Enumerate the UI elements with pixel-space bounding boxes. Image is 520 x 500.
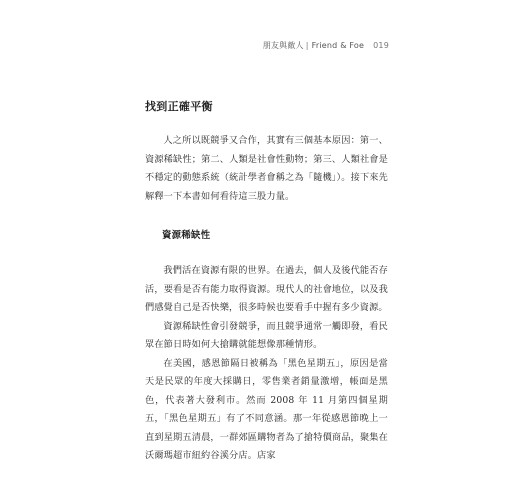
body-paragraph-2: 資源稀缺性會引發競爭，而且競爭通常一觸即發，看民眾在節日時如何大搶購就能想像那種情形。 [145,320,388,350]
section-title: 找到正確平衡 [145,100,213,113]
body-paragraph-3: 在美國，感恩節隔日被稱為「黑色星期五」，原因是當天是民眾的年度大採購日，零售業者銷量激增，帳面是黑色，代表著大發利市。然而 2008 年 11 月第四個星期五，「黑色星期五」有了不同意涵。那一年從感恩節晚上一直到星期五清晨，一群郊區購物者為了搶特價商品，聚集在沃爾瑪超市紐約谷溪分店。店家 [145,357,388,461]
intro-block [145,132,388,206]
page-number: 019 [373,41,389,50]
intro-paragraph: 人之所以既競爭又合作，其實有三個基本原因：第一、資源稀缺性；第二、人類是社會性動物；第三、人類社會是不穩定的動態系統（統計學者會稱之為「隨機」）。接下來先解釋一下本書如何看待這三股力量。 [145,135,388,202]
header-book-title-zh: 朋友與敵人 [262,41,304,50]
running-header [263,40,389,51]
subsection-body [145,262,388,466]
subsection-title: 資源稀缺性 [162,230,211,241]
header-separator: | [305,41,309,50]
header-book-title-en: Friend & Foe [311,41,365,50]
body-paragraph-1: 我們活在資源有限的世界。在過去，個人及後代能否存活，要看是否有能力取得資源。現代人的社會地位，以及我們感覺自己是否快樂，很多時候也要看手中握有多少資源。 [145,265,388,313]
